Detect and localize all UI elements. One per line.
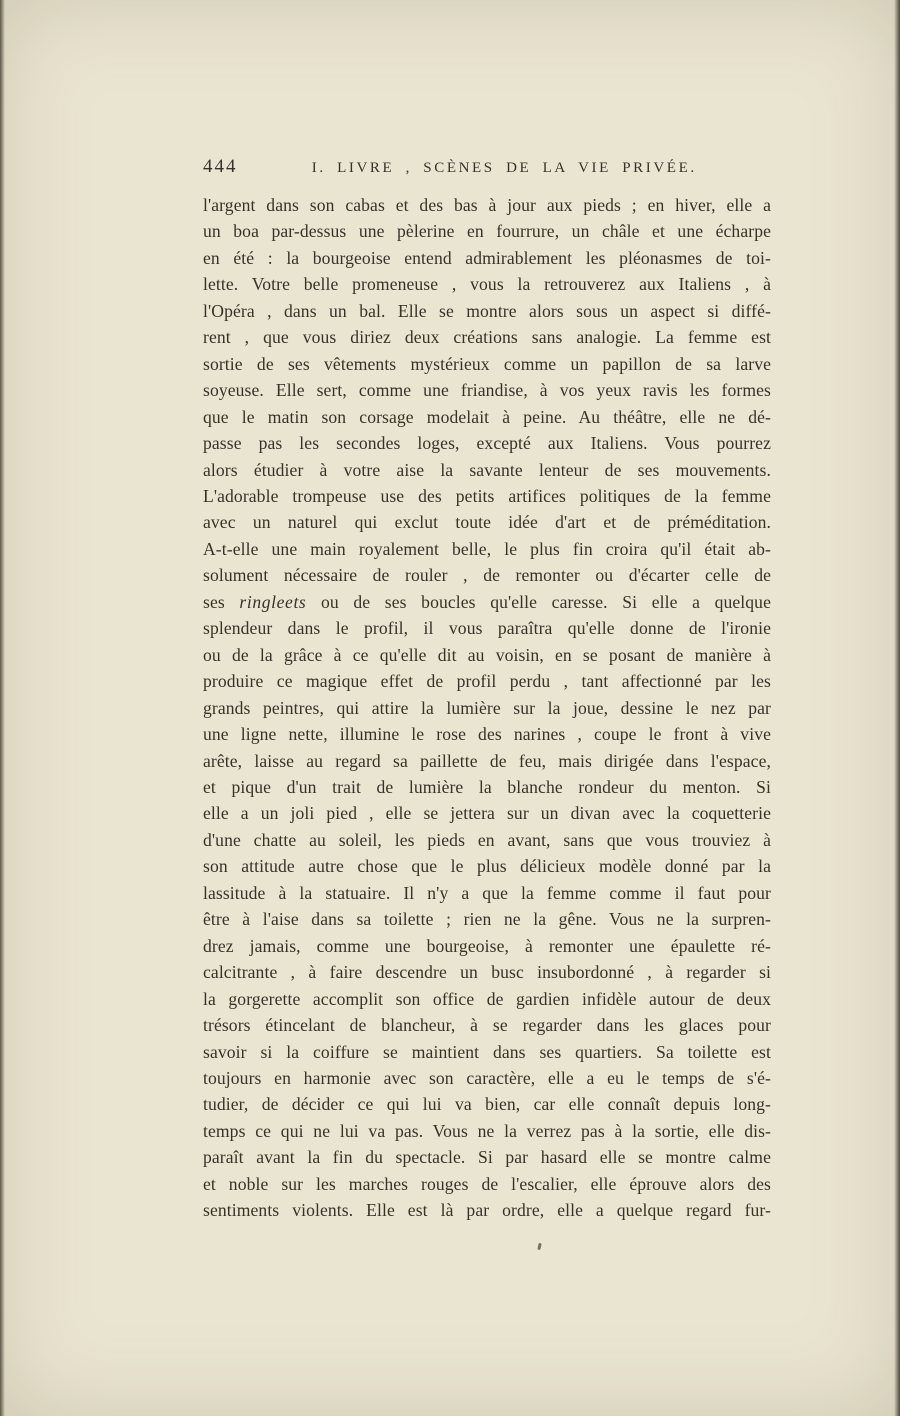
text-line: l'Opéra , dans un bal. Elle se montre alors sous un aspect si diffé- (203, 300, 771, 321)
text-line: et pique d'un trait de lumière la blanche rondeur du menton. Si (203, 776, 771, 797)
text-line: la gorgerette accomplit son office de gardien infidèle autour de deux (203, 988, 771, 1009)
running-title: I. LIVRE , SCÈNES DE LA VIE PRIVÉE. (311, 160, 697, 176)
text-line: ou de la grâce à ce qu'elle dit au voisin, en se posant de manière à (203, 644, 771, 665)
text-line: A-t-elle une main royalement belle, le plus fin croira qu'il était ab- (203, 538, 771, 559)
text-line: ses ringleets ou de ses boucles qu'elle caresse. Si elle a quelque (203, 591, 771, 612)
text-line: calcitrante , à faire descendre un busc insubordonné , à regarder si (203, 962, 771, 983)
text-line: passe pas les secondes loges, excepté aux Italiens. Vous pourrez (203, 433, 771, 454)
text-line: grands peintres, qui attire la lumière sur la joue, dessine le nez par (203, 697, 771, 718)
text-line: l'argent dans son cabas et des bas à jour aux pieds ; en hiver, elle a (203, 195, 771, 215)
text-line: arête, laisse au regard sa paillette de feu, mais dirigée dans l'espace, (203, 750, 771, 771)
text-line: soyeuse. Elle sert, comme une friandise, à vos yeux ravis les formes (203, 380, 771, 401)
text-line: rent , que vous diriez deux créations sans analogie. La femme est (203, 327, 771, 348)
text-line: lette. Votre belle promeneuse , vous la retrouverez aux Italiens , à (203, 274, 771, 295)
text-block (203, 156, 771, 1224)
text-line: trésors étincelant de blancheur, à se regarder dans les glaces pour (203, 1015, 771, 1036)
text-line: être à l'aise dans sa toilette ; rien ne la gêne. Vous ne la surpren- (203, 909, 771, 930)
text-line: temps ce qui ne lui va pas. Vous ne la verrez pas à la sortie, elle dis- (203, 1120, 771, 1141)
scan-speck (537, 1243, 541, 1250)
text-line: savoir si la coiffure se maintient dans ses quartiers. Sa toilette est (203, 1041, 771, 1062)
text-line: en été : la bourgeoise entend admirablement les pléonasmes de toi- (203, 247, 771, 268)
text-line: une ligne nette, illumine le rose des narines , coupe le front à vive (203, 724, 771, 745)
text-line: sentiments violents. Elle est là par ordre, elle a quelque regard fur- (203, 1200, 771, 1221)
text-line: lassitude à la statuaire. Il n'y a que la femme comme il faut pour (203, 882, 771, 903)
text-line: toujours en harmonie avec son caractère, elle a eu le temps de s'é- (203, 1067, 771, 1088)
text-line: que le matin son corsage modelait à peine. Au théâtre, elle ne dé- (203, 406, 771, 427)
page-right-edge-shadow (894, 0, 900, 1416)
text-line: produire ce magique effet de profil perdu , tant affectionné par les (203, 671, 771, 692)
text-line: solument nécessaire de rouler , de remonter ou d'écarter celle de (203, 565, 771, 586)
text-line: sortie de ses vêtements mystérieux comme un papillon de sa larve (203, 353, 771, 374)
text-line: splendeur dans le profil, il vous paraîtra qu'elle donne de l'ironie (203, 618, 771, 639)
text-line: L'adorable trompeuse use des petits artifices politiques de la femme (203, 485, 771, 506)
text-line: et noble sur les marches rouges de l'escalier, elle éprouve alors des (203, 1173, 771, 1194)
running-header (203, 156, 771, 178)
text-line: d'une chatte au soleil, les pieds en avant, sans que vous trouviez à (203, 829, 771, 850)
text-line: elle a un joli pied , elle se jettera sur un divan avec la coquetterie (203, 803, 771, 824)
text-line: avec un naturel qui exclut toute idée d'art et de préméditation. (203, 512, 771, 533)
text-line: un boa par-dessus une pèlerine en fourrure, un châle et une écharpe (203, 221, 771, 242)
text-line: alors étudier à votre aise la savante lenteur de ses mouvements. (203, 459, 771, 480)
text-line: tudier, de décider ce qui lui va bien, car elle connaît depuis long- (203, 1094, 771, 1115)
page-left-edge-shadow (0, 0, 5, 1416)
text-line: drez jamais, comme une bourgeoise, à remonter une épaulette ré- (203, 935, 771, 956)
text-line: son attitude autre chose que le plus délicieux modèle donné par la (203, 856, 771, 877)
page-number: 444 (203, 156, 238, 177)
text-lines (203, 192, 771, 1224)
text-line: paraît avant la fin du spectacle. Si par hasard elle se montre calme (203, 1147, 771, 1168)
